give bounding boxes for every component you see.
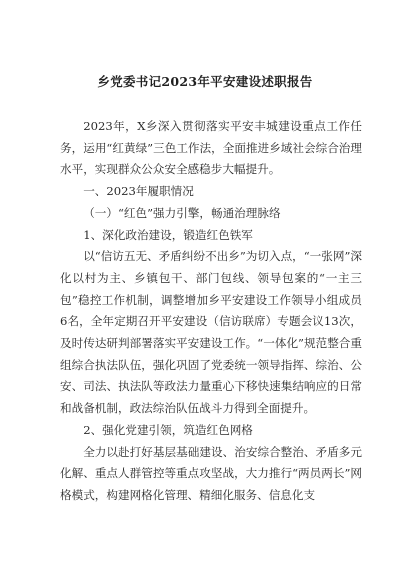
section-heading: 一、2023年履职情况: [83, 184, 194, 199]
subsection-heading: （一）“红色”强力引擎，畅通治理脉络: [83, 205, 281, 220]
document-body: [60, 116, 362, 507]
document-title: 乡党委书记2023年平安建设述职报告: [97, 74, 313, 89]
item-body-1: 以“信访五无、矛盾纠纷不出乡”为切入点，“一张网”深化以村为主、乡镇包干、部门包线、领导包案的“一主三包”稳控工作机制，调整增加乡平安建设工作领导小组成员6名，全年定期召开平安建设（信访联席）专题会议13次，及时传达研判部署落实平安建设工作。“一体化”规范整合重组综合执法队伍，强化巩固了党委统一领导指挥、综治、公安、司法、执法队等政法力量重心下移快速集结响应的日常和战备机制，政法综治队伍战斗力得到全面提升。: [60, 249, 362, 416]
item-heading-1: 1、深化政治建设，锻造红色铁军: [83, 227, 253, 242]
item-body-2: 全力以赴打好基层基础建设、治安综合整治、矛盾多元化解、重点人群管控等重点攻坚战，大力推行“两员两长”网格模式，构建网格化管理、精细化服务、信息化支: [60, 444, 362, 502]
intro-paragraph: 2023年，X乡深入贯彻落实平安丰城建设重点工作任务，运用“红黄绿”三色工作法，全面推进乡域社会综合治理水平，实现群众公众安全感稳步大幅提升。: [60, 119, 362, 177]
item-heading-2: 2、强化党建引领，筑造红色网格: [83, 422, 253, 437]
